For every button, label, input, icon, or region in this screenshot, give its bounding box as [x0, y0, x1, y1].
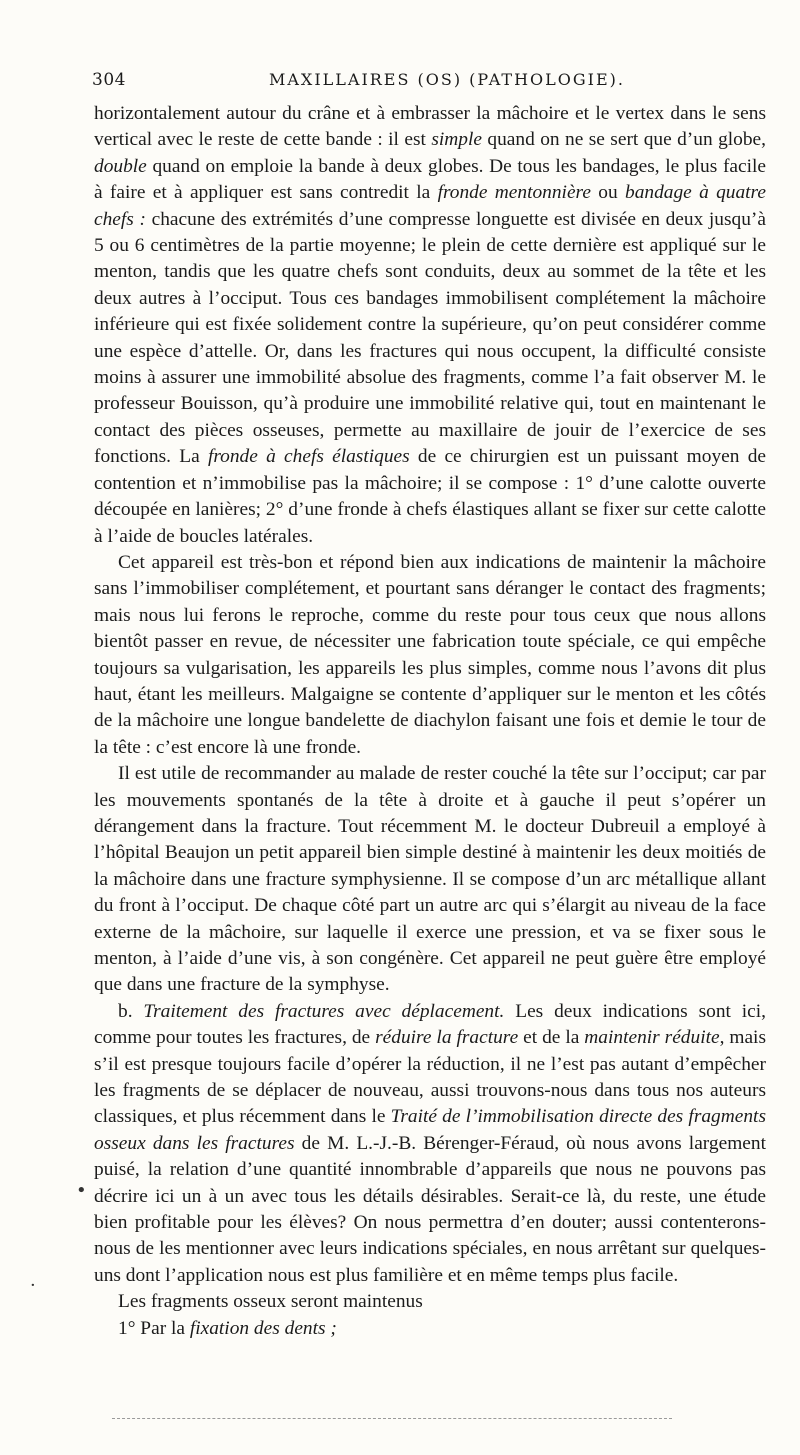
- margin-dot: •: [76, 1180, 87, 1201]
- italic-text: double: [94, 155, 147, 177]
- text-run: de M. L.-J.-B. Bérenger-Féraud, où nous avons largement puisé, la relation d’une quantité innombrable d’appareils que nous ne pouvons pas décrire ici un à un avec tous les détails désirables. Serait-ce là, du reste, une étude bien profitable pour les élèves? On nous permettra d’en douter; aussi contenterons-nous de les mentionner avec leurs indications spéciales, en nous arrêtant sur quelques-uns dont l’application nous est plus familière et en même temps plus facile.: [94, 1132, 766, 1286]
- paragraph: [94, 761, 766, 999]
- text-run: quand on ne se sert que d’un globe,: [481, 129, 767, 151]
- text-run: chacune des extrémités d’une compresse longuette est divisée en deux jusqu’à 5 ou 6 centimètres de la partie moyenne; le plein de cette dernière est appliqué sur le menton, tandis que les quatre chefs sont conduits, deux au sommet de la tête et les deux autres à l’occiput. Tous ces bandages immobilisent complétement la mâchoire inférieure qui est fixée solidement contre la supérieure, qu’on peut considérer comme une espèce d’attelle. Or, dans les fractures qui nous occupent, la difficulté consiste moins à assurer une immobilité absolue des fragments, comme l’a fait observer M. le professeur Bouisson, qu’à produire une immobilité relative qui, tout en maintenant le contact des pièces osseuses, permette au maxillaire de jouir de l’exercice de ses fonctions. La: [94, 208, 766, 468]
- italic-text: réduire la fracture: [375, 1027, 519, 1049]
- text-run: horizontalement autour du crâne et à embrasser la mâchoire et le vertex dans le sens vertical avec le reste de cette bande : il est: [94, 103, 766, 151]
- italic-text: maintenir réduite: [584, 1027, 720, 1049]
- italic-text: Traitement des fractures avec déplacement.: [143, 1000, 505, 1022]
- paragraph: [94, 101, 766, 550]
- paragraph: [94, 999, 766, 1289]
- text-run: Les fragments osseux seront maintenus: [118, 1291, 423, 1313]
- text-run: ou: [590, 182, 625, 204]
- text-run: quand on emploie la bande à deux globes. De tous les bandages, le plus facile à faire et à appliquer est sans contredit la: [94, 155, 766, 204]
- italic-text: simple: [431, 129, 482, 151]
- page-number: 304: [92, 70, 126, 90]
- text-run: de ce chirurgien est un puissant moyen de contention et n’immobilise pas la mâchoire; il se compose : 1° d’une calotte ouverte découpée en lanières; 2° d’une fronde à chefs élastiques allant se fixer sur cette calotte à l’aide de boucles latérales.: [94, 446, 766, 547]
- text-run: Cet appareil est très-bon et répond bien aux indications de maintenir la mâchoire sans l’immobiliser complétement, et pourtant sans déranger le contact des fragments; mais nous lui ferons le reproche, comme du reste pour tous ceux que nous allons bientôt passer en revue, de nécessiter une fabrication toute spéciale, ce qui empêche toujours sa vulgarisation, les appareils les plus simples, comme nous l’avons dit plus haut, étant les meilleurs. Malgaigne se contente d’appliquer sur le menton et les côtés de la mâchoire une longue bandelette de diachylon faisant une fois et demie le tour de la tête : c’est encore là une fronde.: [94, 551, 766, 758]
- italic-text: fronde à chefs élastiques: [207, 446, 410, 468]
- text-run: Il est utile de recommander au malade de rester couché la tête sur l’occiput; car par les mouvements spontanés de la tête à droite et à gauche il peut s’opérer un dérangement dans la fracture. Tout récemment M. le docteur Dubreuil a employé à l’hôpital Beaujon un petit appareil bien simple destiné à maintenir les deux moitiés de la mâchoire dans une fracture symphysienne. Il se compose d’un arc métallique allant du front à l’occiput. De chaque côté part un autre arc qui s’élargit au niveau de la face externe de la mâchoire, sur laquelle il exerce une pression, et va se fixer sous le menton, à l’aide d’une vis, à son congénère. Cet appareil ne peut guère être employé que dans une fracture de la symphyse.: [94, 763, 766, 996]
- text-run: 1° Par la: [118, 1317, 190, 1339]
- paragraph: [94, 550, 766, 761]
- paragraph: [94, 1289, 766, 1315]
- text-run: et de la: [518, 1027, 585, 1049]
- paragraph: [94, 1316, 766, 1342]
- running-title: MAXILLAIRES (OS) (PATHOLOGIE).: [268, 70, 625, 89]
- italic-text: fronde mentonnière: [437, 182, 591, 204]
- text-run: , mais s’il est presque toujours facile d’opérer la réduction, il ne l’est pas autant d’empêcher les fragments de se déplacer de nouveau, aussi trouvons-nous dans tous nos auteurs classiques, et plus récemment dans le: [94, 1027, 766, 1128]
- margin-dot: ·: [30, 1275, 36, 1296]
- italic-text: bandage à quatre chefs :: [94, 182, 766, 230]
- footer-rule: [112, 1418, 672, 1419]
- text-run: b.: [118, 1000, 144, 1022]
- text-run: Les deux indications sont ici, comme pour toutes les fractures, de: [94, 1000, 767, 1049]
- page-header: [92, 70, 762, 94]
- italic-text: fixation des dents ;: [189, 1317, 337, 1339]
- body-text: [94, 101, 766, 1342]
- italic-text: Traité de l’immobilisation directe des fragments osseux dans les fractures: [94, 1106, 766, 1154]
